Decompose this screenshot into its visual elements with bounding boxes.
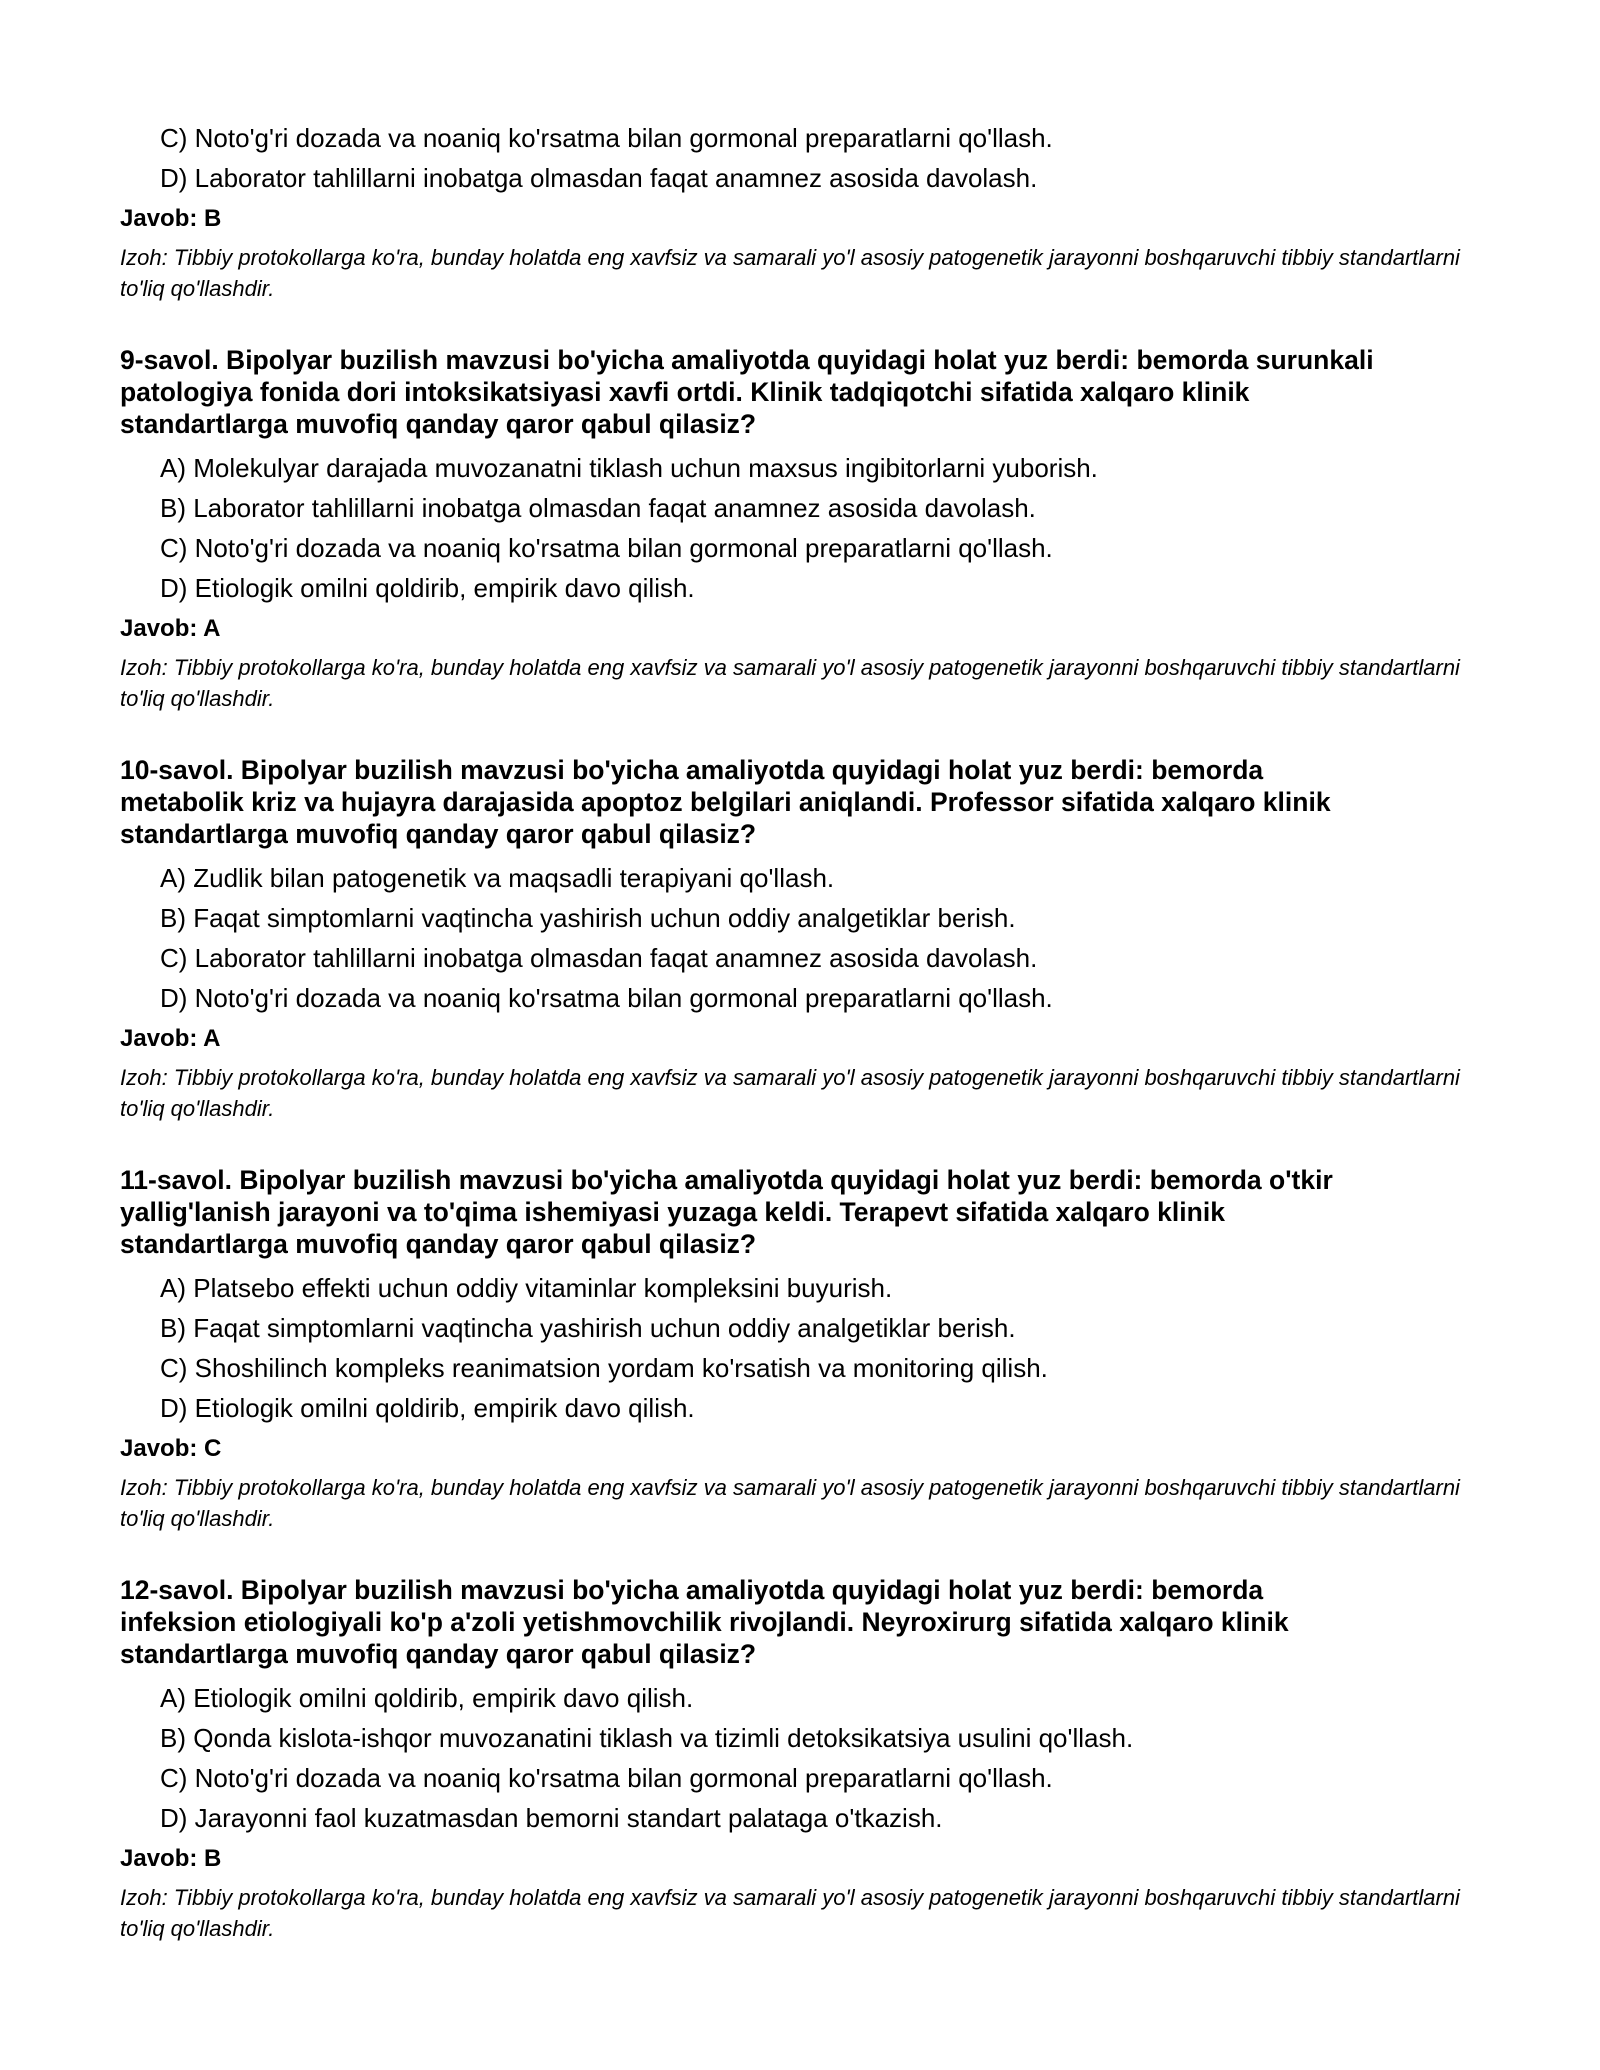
question-9 xyxy=(120,344,1500,714)
option-d: D) Jarayonni faol kuzatmasdan bemorni standart palataga o'tkazish. xyxy=(160,1803,943,1833)
option-d: D) Laborator tahlillarni inobatga olmasdan faqat anamnez asosida davolash. xyxy=(160,163,1038,193)
question-title-line: 9-savol. Bipolyar buzilish mavzusi bo'yicha amaliyotda quyidagi holat yuz berdi: bemorda surunkali xyxy=(120,345,1374,375)
question-title-line: 12-savol. Bipolyar buzilish mavzusi bo'yicha amaliyotda quyidagi holat yuz berdi: bemorda xyxy=(120,1575,1264,1605)
answer-label: Javob: C xyxy=(120,1435,222,1462)
option-a: A) Zudlik bilan patogenetik va maqsadli terapiyani qo'llash. xyxy=(160,863,835,893)
option-d: D) Etiologik omilni qoldirib, empirik davo qilish. xyxy=(160,1393,695,1423)
explanation-note: Izoh: Tibbiy protokollarga ko'ra, bunday holatda eng xavfsiz va samarali yo'l asosiy patogenetik jarayonni boshqaruvchi tibbiy standartlarni to'liq qo'llashdir. xyxy=(120,655,1460,711)
question-title-line: standartlarga muvofiq qanday qaror qabul qilasiz? xyxy=(120,1639,757,1669)
question-11 xyxy=(120,1164,1500,1534)
option-b: B) Faqat simptomlarni vaqtincha yashirish uchun oddiy analgetiklar berish. xyxy=(160,903,1016,933)
option-b: B) Laborator tahlillarni inobatga olmasdan faqat anamnez asosida davolash. xyxy=(160,493,1036,523)
option-b: B) Faqat simptomlarni vaqtincha yashirish uchun oddiy analgetiklar berish. xyxy=(160,1313,1016,1343)
explanation-note: Izoh: Tibbiy protokollarga ko'ra, bunday holatda eng xavfsiz va samarali yo'l asosiy patogenetik jarayonni boshqaruvchi tibbiy standartlarni to'liq qo'llashdir. xyxy=(120,1885,1460,1941)
option-c: C) Noto'g'ri dozada va noaniq ko'rsatma bilan gormonal preparatlarni qo'llash. xyxy=(160,123,1053,153)
answer-label: Javob: B xyxy=(120,205,222,232)
question-title-line: standartlarga muvofiq qanday qaror qabul qilasiz? xyxy=(120,409,757,439)
question-title xyxy=(120,1574,1500,1670)
question-title-line: standartlarga muvofiq qanday qaror qabul qilasiz? xyxy=(120,1229,757,1259)
option-d: D) Etiologik omilni qoldirib, empirik davo qilish. xyxy=(160,573,695,603)
explanation-note: Izoh: Tibbiy protokollarga ko'ra, bunday holatda eng xavfsiz va samarali yo'l asosiy patogenetik jarayonni boshqaruvchi tibbiy standartlarni to'liq qo'llashdir. xyxy=(120,1065,1460,1121)
question-title-line: 10-savol. Bipolyar buzilish mavzusi bo'yicha amaliyotda quyidagi holat yuz berdi: bemorda xyxy=(120,755,1264,785)
question-title-line: yallig'lanish jarayoni va to'qima ishemiyasi yuzaga keldi. Terapevt sifatida xalqaro klinik xyxy=(120,1197,1225,1227)
question-10 xyxy=(120,754,1500,1124)
question-title-line: standartlarga muvofiq qanday qaror qabul qilasiz? xyxy=(120,819,757,849)
option-a: A) Etiologik omilni qoldirib, empirik davo qilish. xyxy=(160,1683,694,1713)
explanation-note: Izoh: Tibbiy protokollarga ko'ra, bunday holatda eng xavfsiz va samarali yo'l asosiy patogenetik jarayonni boshqaruvchi tibbiy standartlarni to'liq qo'llashdir. xyxy=(120,245,1460,301)
answer-label: Javob: A xyxy=(120,1025,221,1052)
question-title-line: 11-savol. Bipolyar buzilish mavzusi bo'yicha amaliyotda quyidagi holat yuz berdi: bemorda o'tkir xyxy=(120,1165,1333,1195)
option-a: A) Molekulyar darajada muvozanatni tiklash uchun maxsus ingibitorlarni yuborish. xyxy=(160,453,1098,483)
option-c: C) Noto'g'ri dozada va noaniq ko'rsatma bilan gormonal preparatlarni qo'llash. xyxy=(160,533,1053,563)
question-8-tail xyxy=(120,118,1500,304)
question-title xyxy=(120,344,1500,440)
option-c: C) Noto'g'ri dozada va noaniq ko'rsatma bilan gormonal preparatlarni qo'llash. xyxy=(160,1763,1053,1793)
option-c: C) Laborator tahlillarni inobatga olmasdan faqat anamnez asosida davolash. xyxy=(160,943,1038,973)
question-title-line: infeksion etiologiyali ko'p a'zoli yetishmovchilik rivojlandi. Neyroxirurg sifatida xalqaro klinik xyxy=(120,1607,1289,1637)
question-title-line: metabolik kriz va hujayra darajasida apoptoz belgilari aniqlandi. Professor sifatida xalqaro klinik xyxy=(120,787,1331,817)
option-d: D) Noto'g'ri dozada va noaniq ko'rsatma bilan gormonal preparatlarni qo'llash. xyxy=(160,983,1053,1013)
question-title xyxy=(120,754,1500,850)
option-b: B) Qonda kislota-ishqor muvozanatini tiklash va tizimli detoksikatsiya usulini qo'llash. xyxy=(160,1723,1134,1753)
option-a: A) Platsebo effekti uchun oddiy vitaminlar kompleksini buyurish. xyxy=(160,1273,893,1303)
document-page xyxy=(120,118,1500,1944)
question-12 xyxy=(120,1574,1500,1944)
answer-label: Javob: A xyxy=(120,615,221,642)
question-title xyxy=(120,1164,1500,1260)
explanation-note: Izoh: Tibbiy protokollarga ko'ra, bunday holatda eng xavfsiz va samarali yo'l asosiy patogenetik jarayonni boshqaruvchi tibbiy standartlarni to'liq qo'llashdir. xyxy=(120,1475,1460,1531)
option-c: C) Shoshilinch kompleks reanimatsion yordam ko'rsatish va monitoring qilish. xyxy=(160,1353,1048,1383)
answer-label: Javob: B xyxy=(120,1845,222,1872)
question-title-line: patologiya fonida dori intoksikatsiyasi xavfi ortdi. Klinik tadqiqotchi sifatida xalqaro klinik xyxy=(120,377,1250,407)
